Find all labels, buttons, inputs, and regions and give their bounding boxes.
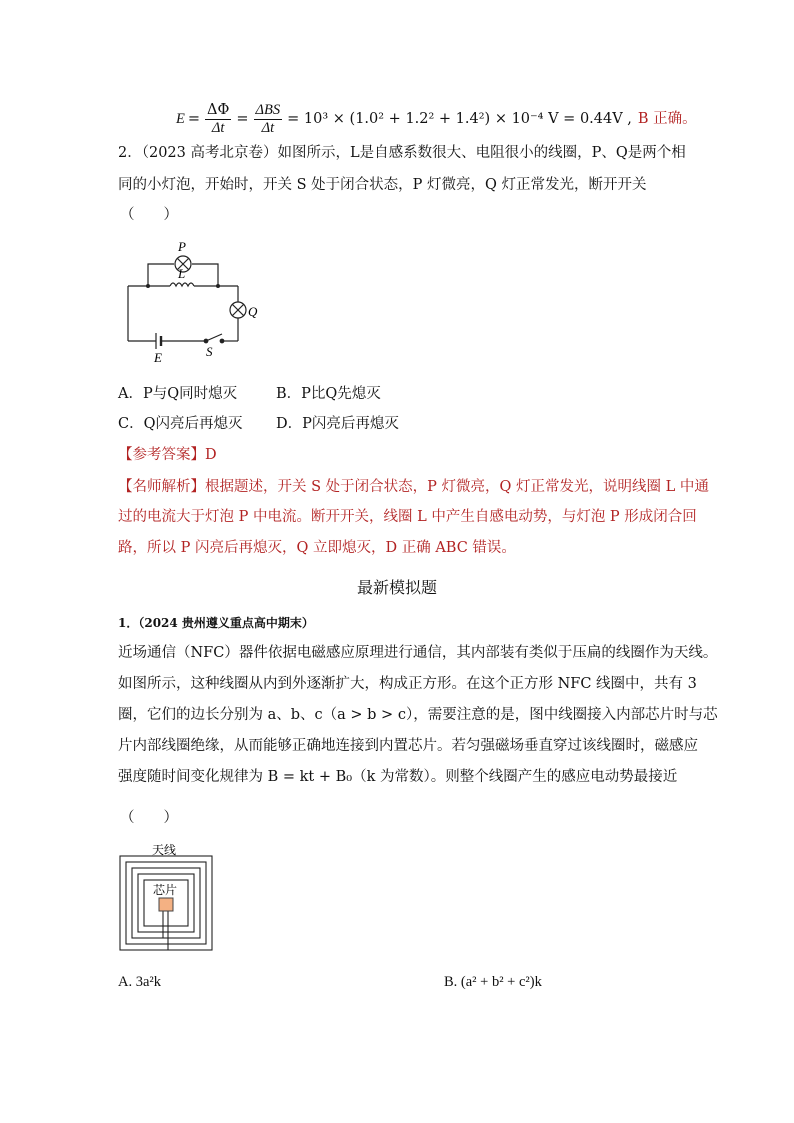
- q1-stem-line-3: 圈，它们的边长分别为 a、b、c（a > b > c），需要注意的是，图中线圈接入内部芯片时与芯: [118, 707, 718, 723]
- circuit-diagram: [118, 236, 278, 366]
- nfc-coil-diagram: [118, 838, 218, 954]
- q2-stem-line-2: 同的小灯泡，开始时，开关 S 处于闭合状态，P 灯微亮，Q 灯正常发光，断开开关: [118, 177, 647, 193]
- q2-option-b[interactable]: B．P比Q先熄灭: [276, 386, 381, 402]
- q2-analysis-line-1: [118, 477, 709, 497]
- q2-answer: [118, 445, 217, 465]
- q1-stem-line-5: 强度随时间变化规律为 B = kt + B₀（k 为常数）。则整个线圈产生的感应电动势最接近: [118, 769, 678, 785]
- formula-evaluation: = 10³ × (1.0² + 1.2² + 1.4²) × 10⁻⁴ V = 0.44V ,: [287, 111, 632, 127]
- analysis-label: 【名师解析】: [118, 479, 205, 495]
- q2-answer-blank: （ ）: [120, 207, 178, 223]
- q1-option-b[interactable]: B. (a² + b² + c²)k: [444, 974, 542, 990]
- fraction-1-numerator: ΔΦ: [207, 101, 230, 118]
- q2-option-c[interactable]: C．Q闪亮后再熄灭: [118, 416, 243, 432]
- antenna-label: 天线: [152, 843, 177, 857]
- formula-equals-1: =: [187, 111, 201, 127]
- q1-option-a[interactable]: A. 3a²k: [118, 974, 162, 990]
- answer-value: D: [205, 447, 217, 463]
- formula-equals-2: =: [236, 111, 249, 127]
- fraction-2-denominator: Δt: [261, 119, 275, 136]
- q1-stem-line-1: 近场通信（NFC）器件依据电磁感应原理进行通信，其内部装有类似于压扁的线圈作为天线。: [118, 645, 718, 661]
- q1-answer-blank: （ ）: [120, 810, 178, 826]
- emf-formula: [176, 99, 697, 139]
- formula-fraction-1: [205, 102, 231, 137]
- analysis-text-1: 根据题述，开关 S 处于闭合状态，P 灯微亮，Q 灯正常发光，说明线圈 L 中通: [205, 479, 709, 495]
- answer-label: 【参考答案】: [118, 447, 205, 463]
- section-title: 最新模拟题: [356, 578, 437, 597]
- chip-label: 芯片: [153, 883, 178, 897]
- q1-stem-line-4: 片内部线圈绝缘，从而能够正确地连接到内置芯片。若匀强磁场垂直穿过该线圈时，磁感应: [118, 738, 698, 754]
- formula-e: E: [176, 111, 185, 127]
- chip-icon: [159, 898, 173, 911]
- inductor-coil-icon: [170, 283, 194, 286]
- q2-stem-line-1: 2．（2023 高考北京卷）如图所示，L是自感系数很大、电阻很小的线圈，P、Q是两个相: [118, 145, 686, 161]
- fraction-1-denominator: Δt: [211, 119, 225, 136]
- q2-analysis-line-3: 路，所以 P 闪亮后再熄灭，Q 立即熄灭，D 正确 ABC 错误。: [118, 540, 516, 556]
- label-q: Q: [248, 304, 258, 319]
- q2-option-a[interactable]: A．P与Q同时熄灭: [118, 386, 238, 402]
- label-s: S: [206, 344, 213, 359]
- label-l: L: [178, 266, 186, 281]
- label-e: E: [154, 350, 162, 365]
- q2-option-d[interactable]: D．P闪亮后再熄灭: [276, 416, 399, 432]
- switch-icon: [206, 334, 222, 341]
- q2-analysis-line-2: 过的电流大于灯泡 P 中电流。断开开关，线圈 L 中产生自感电动势，与灯泡 P 形成闭合回: [118, 509, 697, 525]
- label-p: P: [178, 239, 186, 254]
- formula-conclusion: B 正确。: [637, 111, 697, 127]
- q1-header: 1．（2024 贵州遵义重点高中期末）: [118, 616, 314, 630]
- q1-stem-line-2: 如图所示，这种线圈从内到外逐渐扩大，构成正方形。在这个正方形 NFC 线圈中，共有 3: [118, 676, 697, 692]
- formula-fraction-2: [254, 102, 283, 137]
- fraction-2-numerator: ΔBS: [255, 101, 281, 118]
